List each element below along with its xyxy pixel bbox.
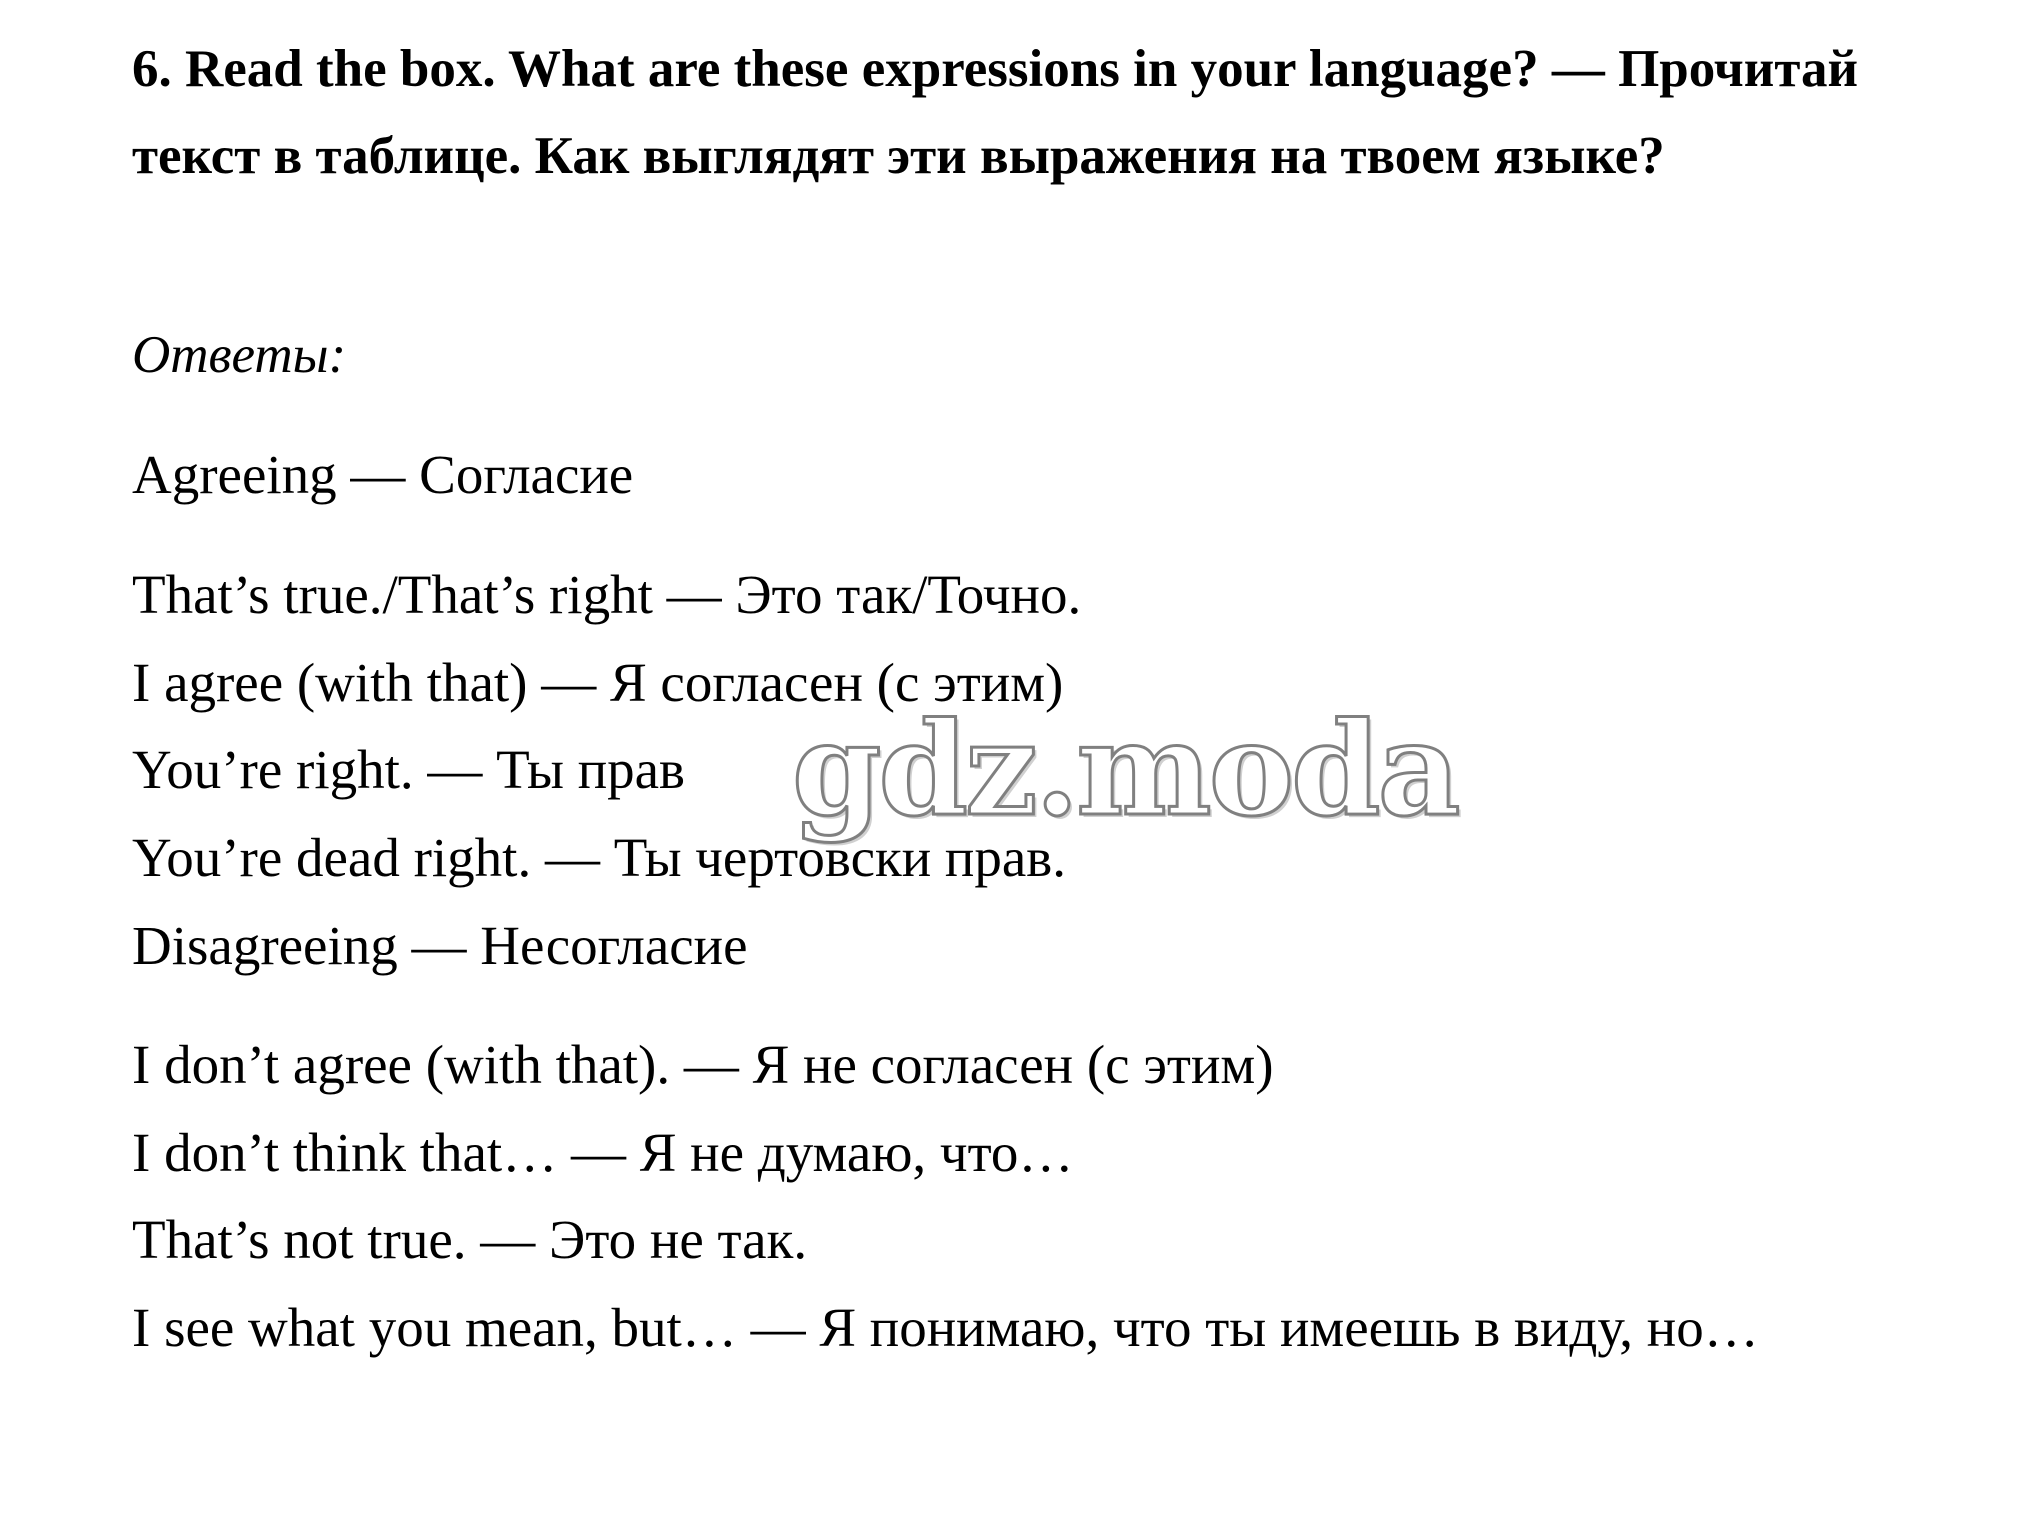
answers-label: Ответы: bbox=[132, 326, 347, 384]
agreeing-line: That’s true./That’s right — Это так/Точно. bbox=[132, 564, 1082, 625]
disagreeing-line: I see what you mean, but… — Я понимаю, что ты имеешь в виду, но… bbox=[132, 1297, 1759, 1358]
disagreeing-line: I don’t think that… — Я не думаю, что… bbox=[132, 1122, 1074, 1183]
disagreeing-line: That’s not true. — Это не так. bbox=[132, 1209, 808, 1270]
task-title: 6. Read the box. What are these expressions in your language? — Прочитай текст в таблице. Как выглядят эти выражения на твоем языке? bbox=[132, 40, 1859, 185]
agreeing-line: You’re right. — Ты прав bbox=[132, 739, 686, 800]
watermark-logo: gdz.moda bbox=[792, 695, 1458, 845]
disagreeing-line: I don’t agree (with that). — Я не согласен (с этим) bbox=[132, 1034, 1274, 1095]
agreeing-line: You’re dead right. — Ты чертовски прав. bbox=[132, 827, 1066, 888]
agreeing-heading: Agreeing — Согласие bbox=[132, 444, 634, 505]
disagreeing-heading: Disagreeing — Несогласие bbox=[132, 915, 748, 976]
agreeing-line: I agree (with that) — Я согласен (с этим) bbox=[132, 652, 1064, 713]
